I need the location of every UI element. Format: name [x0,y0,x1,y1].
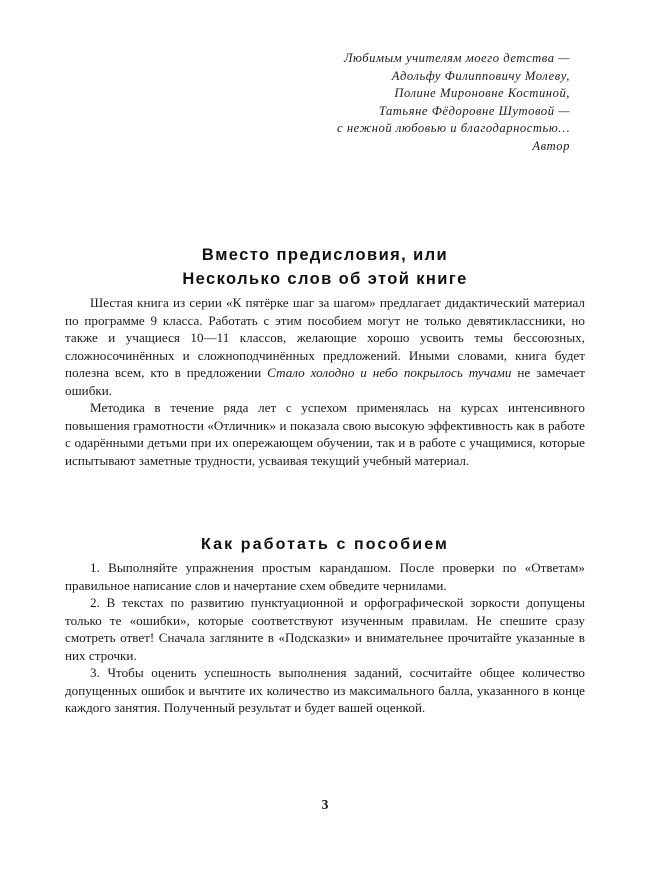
howto-item-2: 2. В текстах по развитию пунктуационной и орфографической зоркости допущены только те «ошибки», которые соответствуют изученным правилам. Не спешите сразу смотреть ответ! Сначала загляните в «Подсказки» и внимательнее прочитайте указанные в них строчки. [65,595,585,663]
preface-heading [65,243,585,291]
preface-paragraph-2: Методика в течение ряда лет с успехом применялась на курсах интенсивного повышения грамотности «Отличник» и показала свою высокую эффективность как в работе с одарёнными детьми при их опережающем обучении, так и в работе с учащимися, которые испытывают заметные трудности, усваивая текущий учебный материал. [65,400,585,468]
preface-body [65,294,585,469]
howto-body [65,559,585,717]
dedication-signature: Автор [532,138,570,153]
preface-example-sentence: Стало холодно и небо покрылось тучами [267,365,512,381]
preface-paragraph-1 [65,294,585,399]
preface-paragraph-1-text-after: не замечает ошибки. [65,365,585,398]
howto-item-1: 1. Выполняйте упражнения простым карандашом. После проверки по «Ответам» правильное написание слов и начертание схем обведите чернилами. [65,560,585,593]
dedication-line-5: с нежной любовью и благодарностью… [336,121,570,136]
preface-heading-line-2: Несколько слов об этой книге [182,270,468,289]
dedication-line-4: Татьяне Фёдоровне Шутовой — [378,103,570,118]
dedication-block [230,50,570,156]
page-number: 3 [321,797,329,812]
howto-heading: Как работать с пособием [201,536,449,554]
dedication-line-3: Полине Мироновне Костиной, [394,86,570,101]
preface-paragraph-1-text-before: Шестая книга из серии «К пятёрке шаг за шагом» предлагает дидактический материал по программе 9 класса. Работать с этим пособием могут не только девятиклассники, но также и учащиеся 10—11 классов, желающие хорошо усвоить темы бессоюзных, сложносочинённых и сложноподчинённых предложений. Иными словами, книга будет полезна всем, кто в предложении [65,295,585,381]
howto-item-3: 3. Чтобы оценить успешность выполнения заданий, сосчитайте общее количество допущенных ошибок и вычтите их количество из максимального балла, указанного в конце каждого занятия. Полученный результат и будет вашей оценкой. [65,665,585,716]
preface-heading-line-1: Вместо предисловия, или [201,246,449,265]
dedication-line-1: Любимым учителям моего детства — [343,51,570,65]
dedication-line-2: Адольфу Филипповичу Молеву, [391,68,570,83]
